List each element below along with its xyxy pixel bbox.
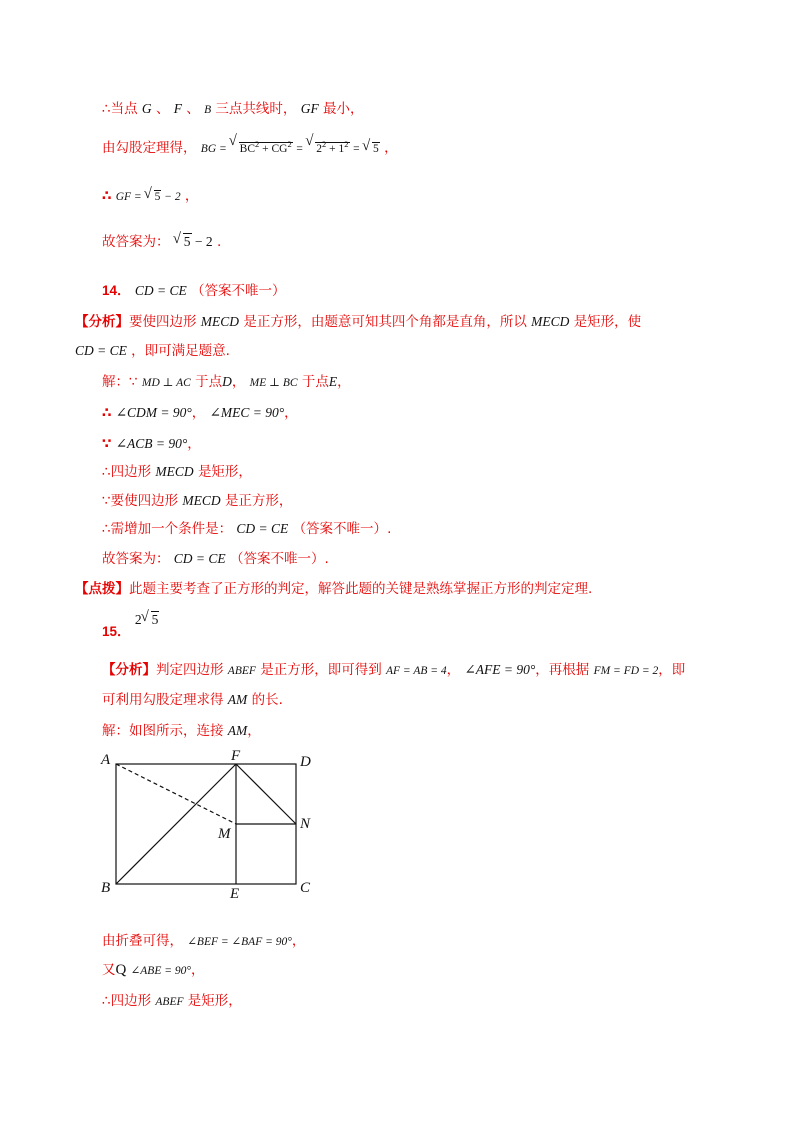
tag-analysis: 【分析】 [75,314,129,330]
segment-bf [116,764,236,884]
label-m: M [218,826,231,842]
text-line-2: 由勾股定理得， BG = √ $BC^2 + CG^2$ = √ $2^2 + 1^2$ = √ 5 ， [102,134,398,159]
text-line-19: 解：如图所示，连接 AM， [102,723,261,739]
text-line-11: ∴四边形 MECD 是矩形， [102,464,252,480]
text-line-1: ∴当点 G 、 F 、 B 三点共线时， GF 最小， [102,101,364,117]
label-b: B [101,880,111,896]
label-f: F [231,748,241,764]
text-line-22: ∴四边形 ABEF 是矩形， [102,993,242,1009]
label-c: C [300,880,311,896]
text-line-7: CD = CE ，即可满足题意. [75,343,230,359]
segment-gf: GF [300,101,319,116]
text-line-21: 又Q ∠ABE = 90°， [102,962,205,978]
label-n: N [300,816,311,832]
point-f: F [173,101,182,116]
remark-14: 【点拨】此题主要考查了正方形的判定，解答此题的关键是熟练掌握正方形的判定定理. [75,581,593,597]
label-a: A [101,752,111,768]
text-line-13: ∴需增加一个条件是： CD = CE （答案不唯一）. [102,521,392,537]
question-15-header [102,612,159,639]
text-line-8: 解：∵ MD ⊥ AC 于点D， ME ⊥ BC 于点E， [102,374,351,390]
text-line-18: 可利用勾股定理求得 AM 的长. [102,692,283,708]
question-14-header: 14． CD = CE （答案不唯一） [102,283,286,299]
text-line-10: ∵ ∠ACB = 90°， [102,436,201,452]
answer-13: √ 5 − 2 [174,234,213,249]
geometry-figure [100,748,330,898]
question-number-14: 14． [102,283,131,298]
analysis-14: 【分析】要使四边形 MECD 是正方形，由题意可知其四个角都是直角，所以 MECD 是矩形，使 [75,314,642,330]
text-line-14: 故答案为： CD = CE （答案不唯一）. [102,551,329,567]
text-line-20: 由折叠可得， ∠BEF = ∠BAF = 90°， [102,933,306,949]
answer-15: 2√ 5 [135,612,160,627]
tag-remark: 【点拨】 [75,581,129,597]
label-e: E [230,886,240,898]
label-d: D [300,754,311,770]
question-number-15: 15． [102,624,131,639]
text-line-3: ∴ GF = √ 5 − 2 ， [102,186,198,207]
point-g: G [141,101,152,116]
formula-gf: GF = √ 5 − 2 [116,191,181,203]
q-glyph: Q [115,962,127,978]
formula-bg: BG = √ $BC^2 + CG^2$ = √ $2^2 + 1^2$ = √ 5 [201,143,380,155]
text-line-4: 故答案为： √ 5 − 2 . [102,232,221,252]
tag-analysis: 【分析】 [102,662,156,678]
point-b: B [204,104,212,116]
segment-fn [236,764,296,824]
analysis-15: 【分析】判定四边形 ABEF 是正方形，即可得到 AF = AB = 4， ∠AFE = 90°，再根据 FM = FD = 2，即 [102,662,686,678]
text-line-9: ∴ ∠CDM = 90°， ∠MEC = 90°， [102,405,298,421]
segment-am-dashed [116,764,236,824]
text-line-12: ∵要使四边形 MECD 是正方形， [102,493,293,509]
